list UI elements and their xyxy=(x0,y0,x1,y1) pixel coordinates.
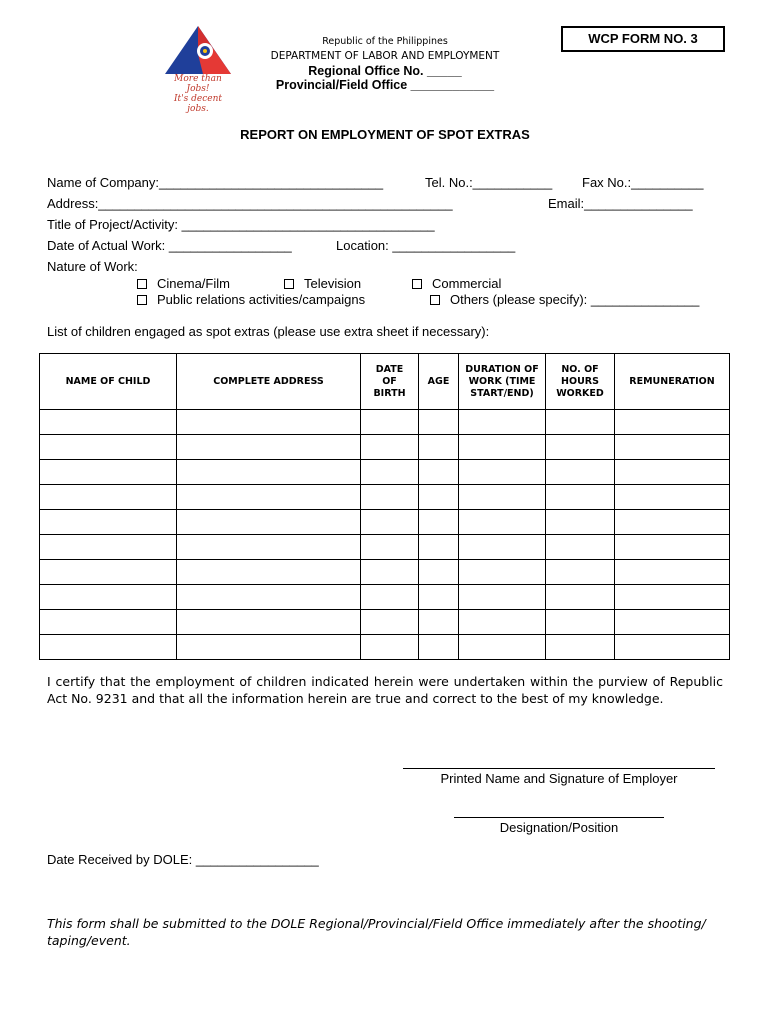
cinema-label: Cinema/Film xyxy=(157,276,230,291)
table-cell[interactable] xyxy=(361,510,419,535)
option-public-relations[interactable] xyxy=(137,292,365,308)
table-cell[interactable] xyxy=(361,485,419,510)
table-cell[interactable] xyxy=(40,610,177,635)
table-row xyxy=(40,410,730,435)
location-field[interactable]: Location: _________________ xyxy=(336,238,516,253)
table-cell[interactable] xyxy=(361,535,419,560)
table-cell[interactable] xyxy=(419,535,459,560)
cinema-checkbox[interactable] xyxy=(137,279,147,289)
table-row xyxy=(40,510,730,535)
table-cell[interactable] xyxy=(40,560,177,585)
table-cell[interactable] xyxy=(361,635,419,660)
children-list-label: List of children engaged as spot extras (please use extra sheet if necessary): xyxy=(47,324,490,339)
table-cell[interactable] xyxy=(459,560,546,585)
republic-label: Republic of the Philippines xyxy=(322,36,448,47)
table-row xyxy=(40,435,730,460)
table-cell[interactable] xyxy=(40,485,177,510)
table-cell[interactable] xyxy=(419,410,459,435)
table-cell[interactable] xyxy=(419,560,459,585)
table-cell[interactable] xyxy=(459,460,546,485)
table-cell[interactable] xyxy=(615,435,730,460)
table-cell[interactable] xyxy=(40,510,177,535)
table-cell[interactable] xyxy=(459,635,546,660)
date-received-field[interactable]: Date Received by DOLE: _________________ xyxy=(47,852,319,867)
table-cell[interactable] xyxy=(615,535,730,560)
television-checkbox[interactable] xyxy=(284,279,294,289)
date-of-work-field[interactable]: Date of Actual Work: _________________ xyxy=(47,238,292,253)
table-cell[interactable] xyxy=(419,510,459,535)
others-label: Others (please specify): _______________ xyxy=(450,292,700,307)
table-cell[interactable] xyxy=(40,535,177,560)
table-cell[interactable] xyxy=(546,410,615,435)
table-cell[interactable] xyxy=(459,610,546,635)
table-cell[interactable] xyxy=(40,410,177,435)
table-header-row xyxy=(40,354,730,410)
address-field[interactable]: Address:_________________________________________________ xyxy=(47,196,453,211)
table-cell[interactable] xyxy=(459,585,546,610)
table-cell[interactable] xyxy=(177,635,361,660)
table-cell[interactable] xyxy=(177,560,361,585)
table-cell[interactable] xyxy=(615,560,730,585)
table-cell[interactable] xyxy=(459,435,546,460)
table-cell[interactable] xyxy=(177,410,361,435)
table-row xyxy=(40,585,730,610)
col-remuneration: REMUNERATION xyxy=(615,354,730,410)
table-cell[interactable] xyxy=(177,435,361,460)
logo-tagline-line-2: It's decent jobs. xyxy=(174,94,222,114)
option-television[interactable] xyxy=(284,276,361,292)
table-row xyxy=(40,635,730,660)
designation-line[interactable] xyxy=(454,817,664,818)
company-name-field[interactable]: Name of Company:_______________________________ xyxy=(47,175,384,190)
tel-field[interactable]: Tel. No.:___________ xyxy=(425,175,553,190)
email-field[interactable]: Email:_______________ xyxy=(548,196,693,211)
nature-of-work-label: Nature of Work: xyxy=(47,259,138,274)
regional-office-label: Regional Office No. _____ xyxy=(308,64,462,78)
table-cell[interactable] xyxy=(419,485,459,510)
table-row xyxy=(40,535,730,560)
table-cell[interactable] xyxy=(40,585,177,610)
table-cell[interactable] xyxy=(546,485,615,510)
table-cell[interactable] xyxy=(40,635,177,660)
table-cell[interactable] xyxy=(546,585,615,610)
option-others[interactable] xyxy=(430,292,699,308)
table-cell[interactable] xyxy=(361,460,419,485)
table-cell[interactable] xyxy=(40,435,177,460)
certification-text: I certify that the employment of children indicated herein were undertaken within the purview of Republic Act No. 9231 and that all the information herein are true and correct to the best of my knowledge. xyxy=(47,674,723,706)
public-relations-label: Public relations activities/campaigns xyxy=(157,292,366,307)
table-cell[interactable] xyxy=(419,435,459,460)
table-row xyxy=(40,485,730,510)
col-hours-worked: NO. OF HOURS WORKED xyxy=(546,354,615,410)
designation-caption: Designation/Position xyxy=(499,820,619,835)
table-cell[interactable] xyxy=(459,510,546,535)
table-cell[interactable] xyxy=(177,610,361,635)
table-cell[interactable] xyxy=(546,510,615,535)
table-cell[interactable] xyxy=(546,435,615,460)
table-cell[interactable] xyxy=(40,460,177,485)
table-cell[interactable] xyxy=(615,460,730,485)
employer-signature-line[interactable] xyxy=(403,768,715,769)
table-cell[interactable] xyxy=(546,560,615,585)
table-cell[interactable] xyxy=(615,510,730,535)
table-cell[interactable] xyxy=(546,460,615,485)
table-cell[interactable] xyxy=(177,535,361,560)
table-cell[interactable] xyxy=(546,635,615,660)
col-date-of-birth: DATE OF BIRTH xyxy=(361,354,419,410)
employer-signature-caption: Printed Name and Signature of Employer xyxy=(440,771,678,786)
table-row xyxy=(40,610,730,635)
table-cell[interactable] xyxy=(615,485,730,510)
provincial-office-label: Provincial/Field Office ____________ xyxy=(275,78,495,92)
dole-logo xyxy=(163,24,233,114)
table-cell[interactable] xyxy=(419,460,459,485)
table-cell[interactable] xyxy=(361,435,419,460)
table-cell[interactable] xyxy=(177,460,361,485)
option-cinema[interactable] xyxy=(137,276,230,292)
table-cell[interactable] xyxy=(177,585,361,610)
dole-logo-icon xyxy=(163,24,233,76)
option-commercial[interactable] xyxy=(412,276,501,292)
others-checkbox[interactable] xyxy=(430,295,440,305)
table-cell[interactable] xyxy=(177,510,361,535)
children-table xyxy=(39,353,730,660)
logo-tagline-line-1: More than Jobs! xyxy=(174,74,222,94)
submission-note: This form shall be submitted to the DOLE Regional/Provincial/Field Office immediately after the shooting/ taping/event. xyxy=(47,916,706,948)
table-cell[interactable] xyxy=(459,410,546,435)
department-label: DEPARTMENT OF LABOR AND EMPLOYMENT xyxy=(270,50,500,62)
television-label: Television xyxy=(304,276,362,291)
commercial-checkbox[interactable] xyxy=(412,279,422,289)
table-cell[interactable] xyxy=(419,585,459,610)
table-cell[interactable] xyxy=(361,585,419,610)
page-title: REPORT ON EMPLOYMENT OF SPOT EXTRAS xyxy=(240,127,530,142)
col-name-of-child: NAME OF CHILD xyxy=(40,354,177,410)
col-duration-of-work: DURATION OF WORK (TIME START/END) xyxy=(459,354,546,410)
table-cell[interactable] xyxy=(361,410,419,435)
table-cell[interactable] xyxy=(615,610,730,635)
col-complete-address: COMPLETE ADDRESS xyxy=(177,354,361,410)
fax-field[interactable]: Fax No.:__________ xyxy=(582,175,704,190)
form-number-box: WCP FORM NO. 3 xyxy=(561,26,725,52)
table-cell[interactable] xyxy=(546,535,615,560)
table-row xyxy=(40,460,730,485)
col-age: AGE xyxy=(419,354,459,410)
logo-tagline xyxy=(163,74,233,114)
project-title-field[interactable]: Title of Project/Activity: ___________________________________ xyxy=(47,217,435,232)
table-cell[interactable] xyxy=(361,610,419,635)
table-cell[interactable] xyxy=(546,610,615,635)
table-cell[interactable] xyxy=(361,560,419,585)
table-cell[interactable] xyxy=(615,585,730,610)
table-cell[interactable] xyxy=(177,485,361,510)
table-cell[interactable] xyxy=(459,535,546,560)
table-cell[interactable] xyxy=(615,410,730,435)
table-cell[interactable] xyxy=(419,610,459,635)
public-relations-checkbox[interactable] xyxy=(137,295,147,305)
commercial-label: Commercial xyxy=(432,276,502,291)
table-cell[interactable] xyxy=(419,635,459,660)
table-cell[interactable] xyxy=(615,635,730,660)
table-cell[interactable] xyxy=(459,485,546,510)
table-row xyxy=(40,560,730,585)
